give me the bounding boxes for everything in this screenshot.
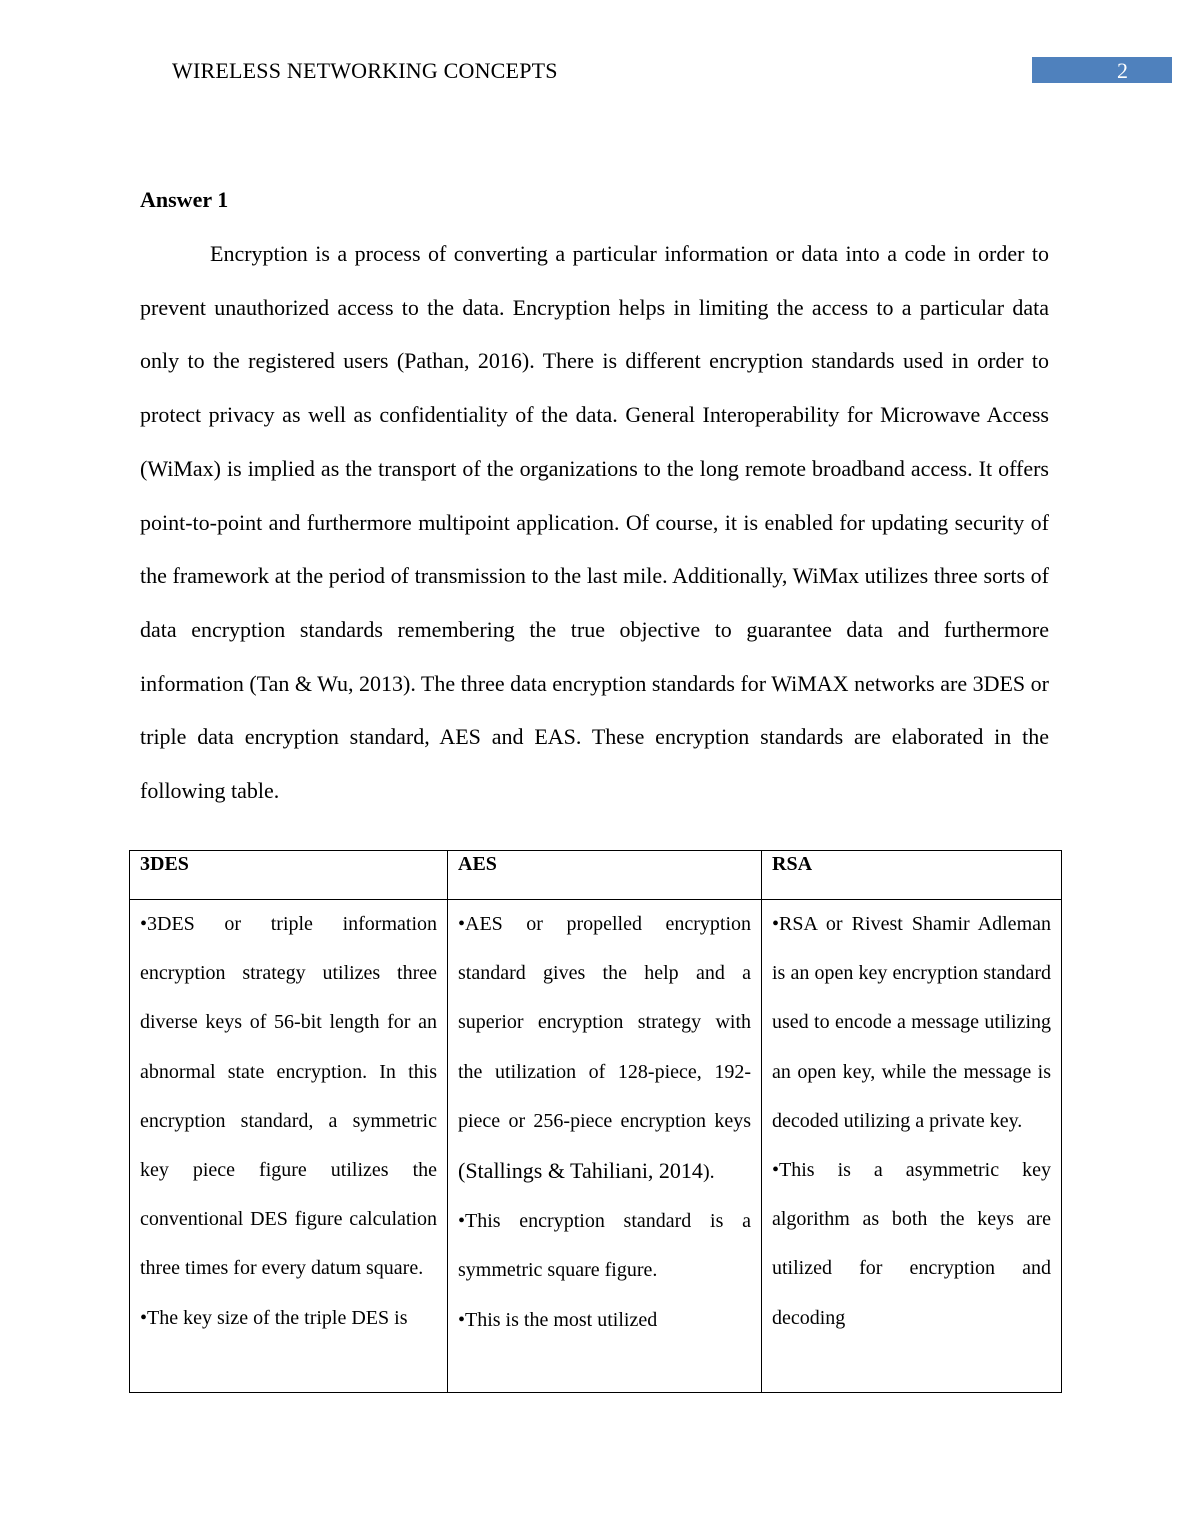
- header-rsa: RSA: [772, 853, 813, 875]
- cell-aes-para-2: •This encryption standard is a symmetric square figure.: [458, 1210, 751, 1282]
- cell-aes-citation: (Stallings & Tahiliani, 2014: [458, 1158, 703, 1184]
- section-heading: Answer 1: [140, 187, 229, 212]
- cell-aes-para-3: •This is the most utilized: [458, 1308, 658, 1331]
- table-row: [130, 900, 1062, 1393]
- table-header-cell: [448, 851, 762, 900]
- header-3des: 3DES: [140, 853, 189, 875]
- page-number-box: [1032, 57, 1172, 83]
- table-header-cell: [130, 851, 448, 900]
- table-cell-3des: [130, 900, 448, 1393]
- cell-aes-para-1: [458, 900, 751, 1197]
- running-header-title: WIRELESS NETWORKING CONCEPTS: [172, 58, 558, 83]
- table-header-cell: [762, 851, 1062, 900]
- table-cell-rsa: [762, 900, 1062, 1393]
- table-cell-aes: [448, 900, 762, 1393]
- body-paragraph-text: Encryption is a process of converting a particular information or data into a code in order to prevent unauthorized access to the data. Encryption helps in limiting the access to a particular data only to the registered users (Pathan, 2016). There is different encryption standards used in order to protect privacy as well as confidentiality of the data. General Interoperability for Microwave Access (WiMax) is implied as the transport of the organizations to the long remote broadband access. It offers point-to-point and furthermore multipoint application. Of course, it is enabled for updating security of the framework at the period of transmission to the last mile. Additionally, WiMax utilizes three sorts of data encryption standards remembering the true objective to guarantee data and furthermore information (Tan & Wu, 2013). The three data encryption standards for WiMAX networks are 3DES or triple data encryption standard, AES and EAS. These encryption standards are elaborated in the following table.: [140, 241, 1049, 804]
- header-aes: AES: [458, 853, 497, 875]
- cell-rsa-para-2: •This is a asymmetric key algorithm as both the keys are utilized for encryption and decoding: [772, 1159, 1051, 1329]
- cell-aes-para-1-text: •AES or propelled encryption standard gives the help and a superior encryption strategy with the utilization of 128-piece, 192-piece or 256-piece encryption keys: [458, 913, 751, 1132]
- body-paragraph: [140, 227, 1049, 818]
- cell-3des-para-1: •3DES or triple information encryption strategy utilizes three diverse keys of 56-bit length for an abnormal state encryption. In this encryption standard, a symmetric key piece figure utilizes the conventional DES figure calculation three times for every datum square.: [140, 913, 437, 1280]
- cell-aes-para-1-end: ).: [702, 1161, 715, 1184]
- cell-3des-para-2: •The key size of the triple DES is: [140, 1306, 408, 1329]
- encryption-comparison-table: [129, 850, 1062, 1393]
- page-number: 2: [1117, 58, 1128, 83]
- cell-rsa-para-1: •RSA or Rivest Shamir Adleman is an open key encryption standard used to encode a message utilizing an open key, while the message is decoded utilizing a private key.: [772, 913, 1051, 1132]
- table-header-row: [130, 851, 1062, 900]
